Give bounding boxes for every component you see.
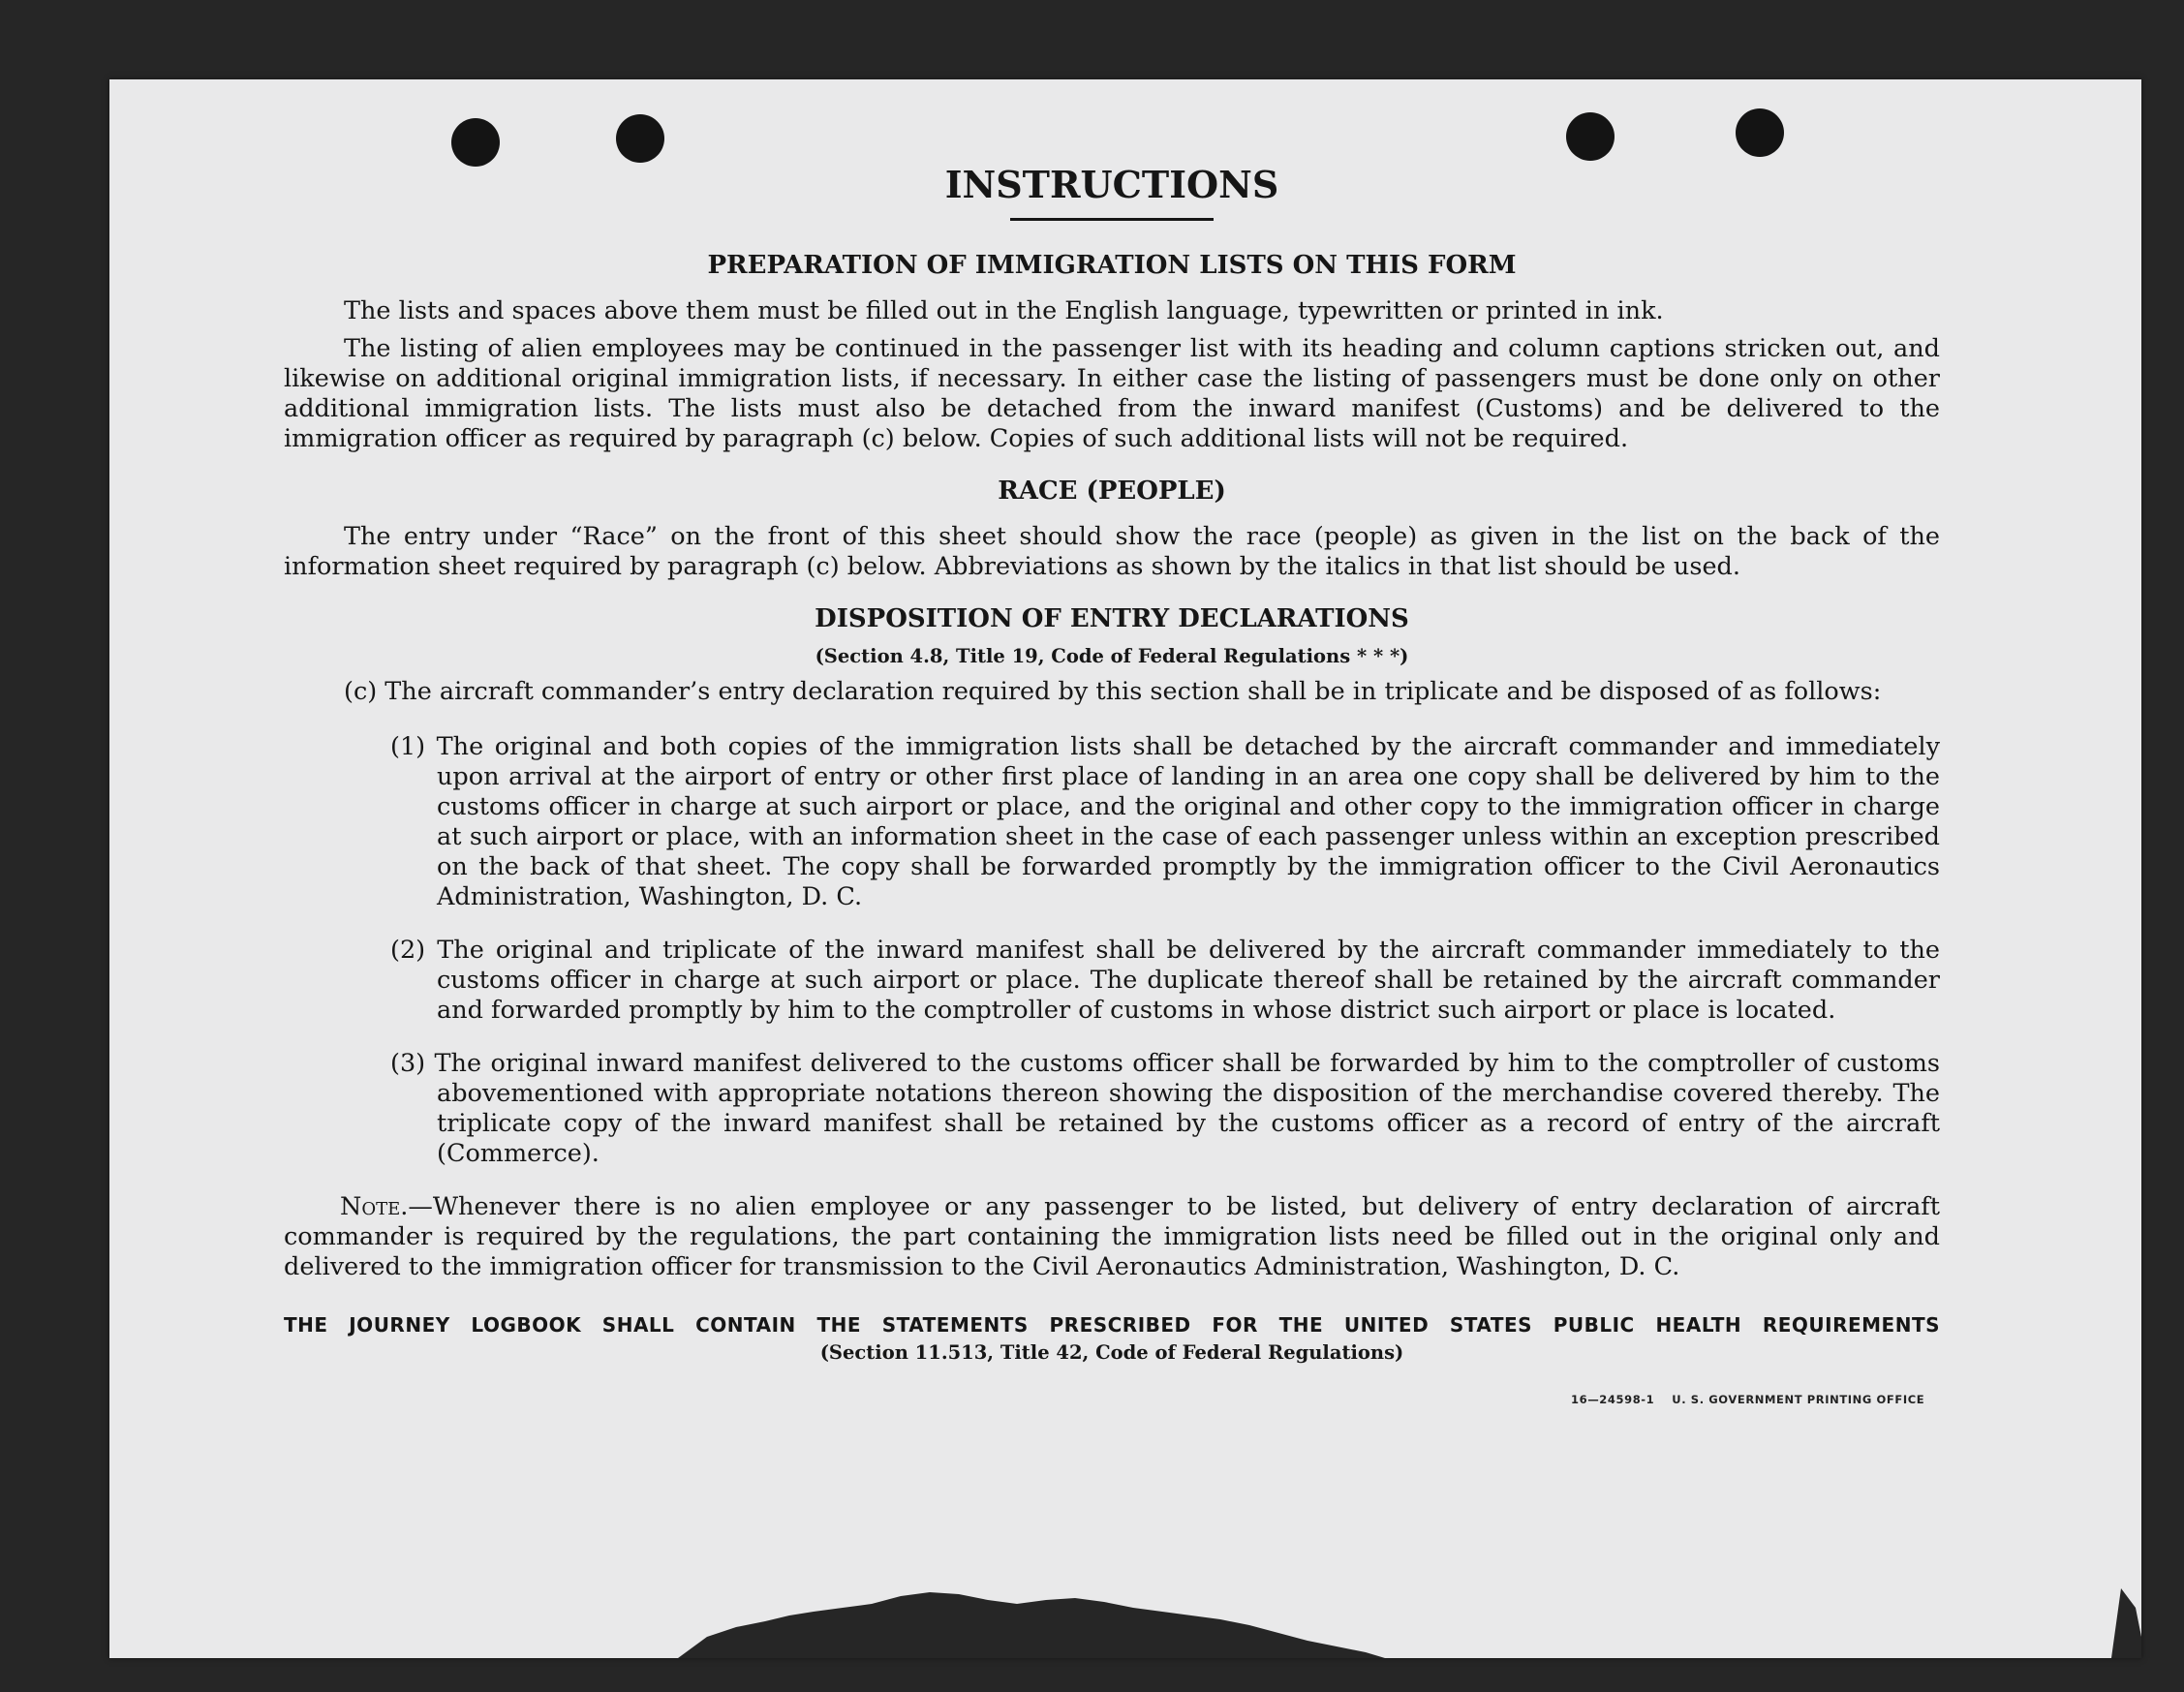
- punch-hole: [1736, 108, 1784, 157]
- disposition-item-3: (3) The original inward manifest delivered to the customs officer shall be forwarded by him to the comptroller of customs abovementioned with appropriate notations thereon showing the disposition of the merchandise covered thereby. The triplicate copy of the inward manifest shall be retained by the customs officer as a record of entry of the aircraft (Commerce).: [390, 1049, 1940, 1168]
- disposition-intro: (c) The aircraft commander’s entry declaration required by this section shall be in triplicate and be disposed of as follows:: [344, 677, 1882, 706]
- note-label: Note.: [340, 1192, 409, 1221]
- race-paragraph: The entry under “Race” on the front of this sheet should show the race (people) as given in the list on the back of the information sheet required by paragraph (c) below. Abbreviations as shown by the italics in that list should be used.: [284, 522, 1940, 581]
- health-statement: THE JOURNEY LOGBOOK SHALL CONTAIN THE STATEMENTS PRESCRIBED FOR THE UNITED STATES PUBLIC HEALTH REQUIREMENTS: [284, 1313, 1940, 1337]
- note-paragraph: [284, 1192, 1940, 1282]
- printer-name: U. S. GOVERNMENT PRINTING OFFICE: [1672, 1393, 1925, 1406]
- health-citation: (Section 11.513, Title 42, Code of Federal Regulations): [819, 1341, 1404, 1364]
- disposition-citation: (Section 4.8, Title 19, Code of Federal Regulations * * *): [815, 645, 1409, 667]
- disposition-heading: DISPOSITION OF ENTRY DECLARATIONS: [815, 604, 1409, 633]
- page-title: INSTRUCTIONS: [944, 163, 1279, 206]
- punch-hole: [616, 114, 664, 163]
- instructions-text: [284, 160, 1940, 1366]
- note-text: —Whenever there is no alien employee or any passenger to be listed, but delivery of entry declaration of aircraft commander is required by the regulations, the part containing the immigration lists need be filled out in the original only and delivered to the immigration officer for transmission to the Civil Aeronautics Administration, Washington, D. C.: [284, 1192, 1940, 1281]
- preparation-heading: PREPARATION OF IMMIGRATION LISTS ON THIS FORM: [707, 251, 1517, 280]
- preparation-paragraph-1: The lists and spaces above them must be filled out in the English language, typewritten or printed in ink.: [344, 296, 1664, 325]
- preparation-paragraph-2: The listing of alien employees may be continued in the passenger list with its heading and column captions stricken out, and likewise on additional original immigration lists, if necessary. In either case the listing of passengers must be done only on other additional immigration lists. The lists must also be detached from the inward manifest (Customs) and be delivered to the immigration officer as required by paragraph (c) below. Copies of such additional lists will not be required.: [284, 334, 1940, 453]
- disposition-item-2: (2) The original and triplicate of the inward manifest shall be delivered by the aircraft commander immediately to the customs officer in charge at such airport or place. The duplicate thereof shall be retained by the aircraft commander and forwarded promptly by him to the comptroller of customs in whose district such airport or place is located.: [390, 936, 1940, 1025]
- race-heading: RACE (PEOPLE): [998, 477, 1226, 506]
- form-number: 16—24598-1: [1571, 1393, 1655, 1406]
- disposition-item-1: (1) The original and both copies of the immigration lists shall be detached by the aircraft commander and immediately upon arrival at the airport of entry or other first place of landing in an area one copy shall be delivered by him to the customs officer in charge at such airport or place, and the original and other copy to the immigration officer in charge at such airport or place, with an information sheet in the case of each passenger unless within an exception prescribed on the back of that sheet. The copy shall be forwarded promptly by the immigration officer to the Civil Aeronautics Administration, Washington, D. C.: [390, 732, 1940, 911]
- printing-footer: [1571, 1393, 1924, 1406]
- title-underline: [1010, 218, 1214, 221]
- punch-hole: [1566, 112, 1615, 161]
